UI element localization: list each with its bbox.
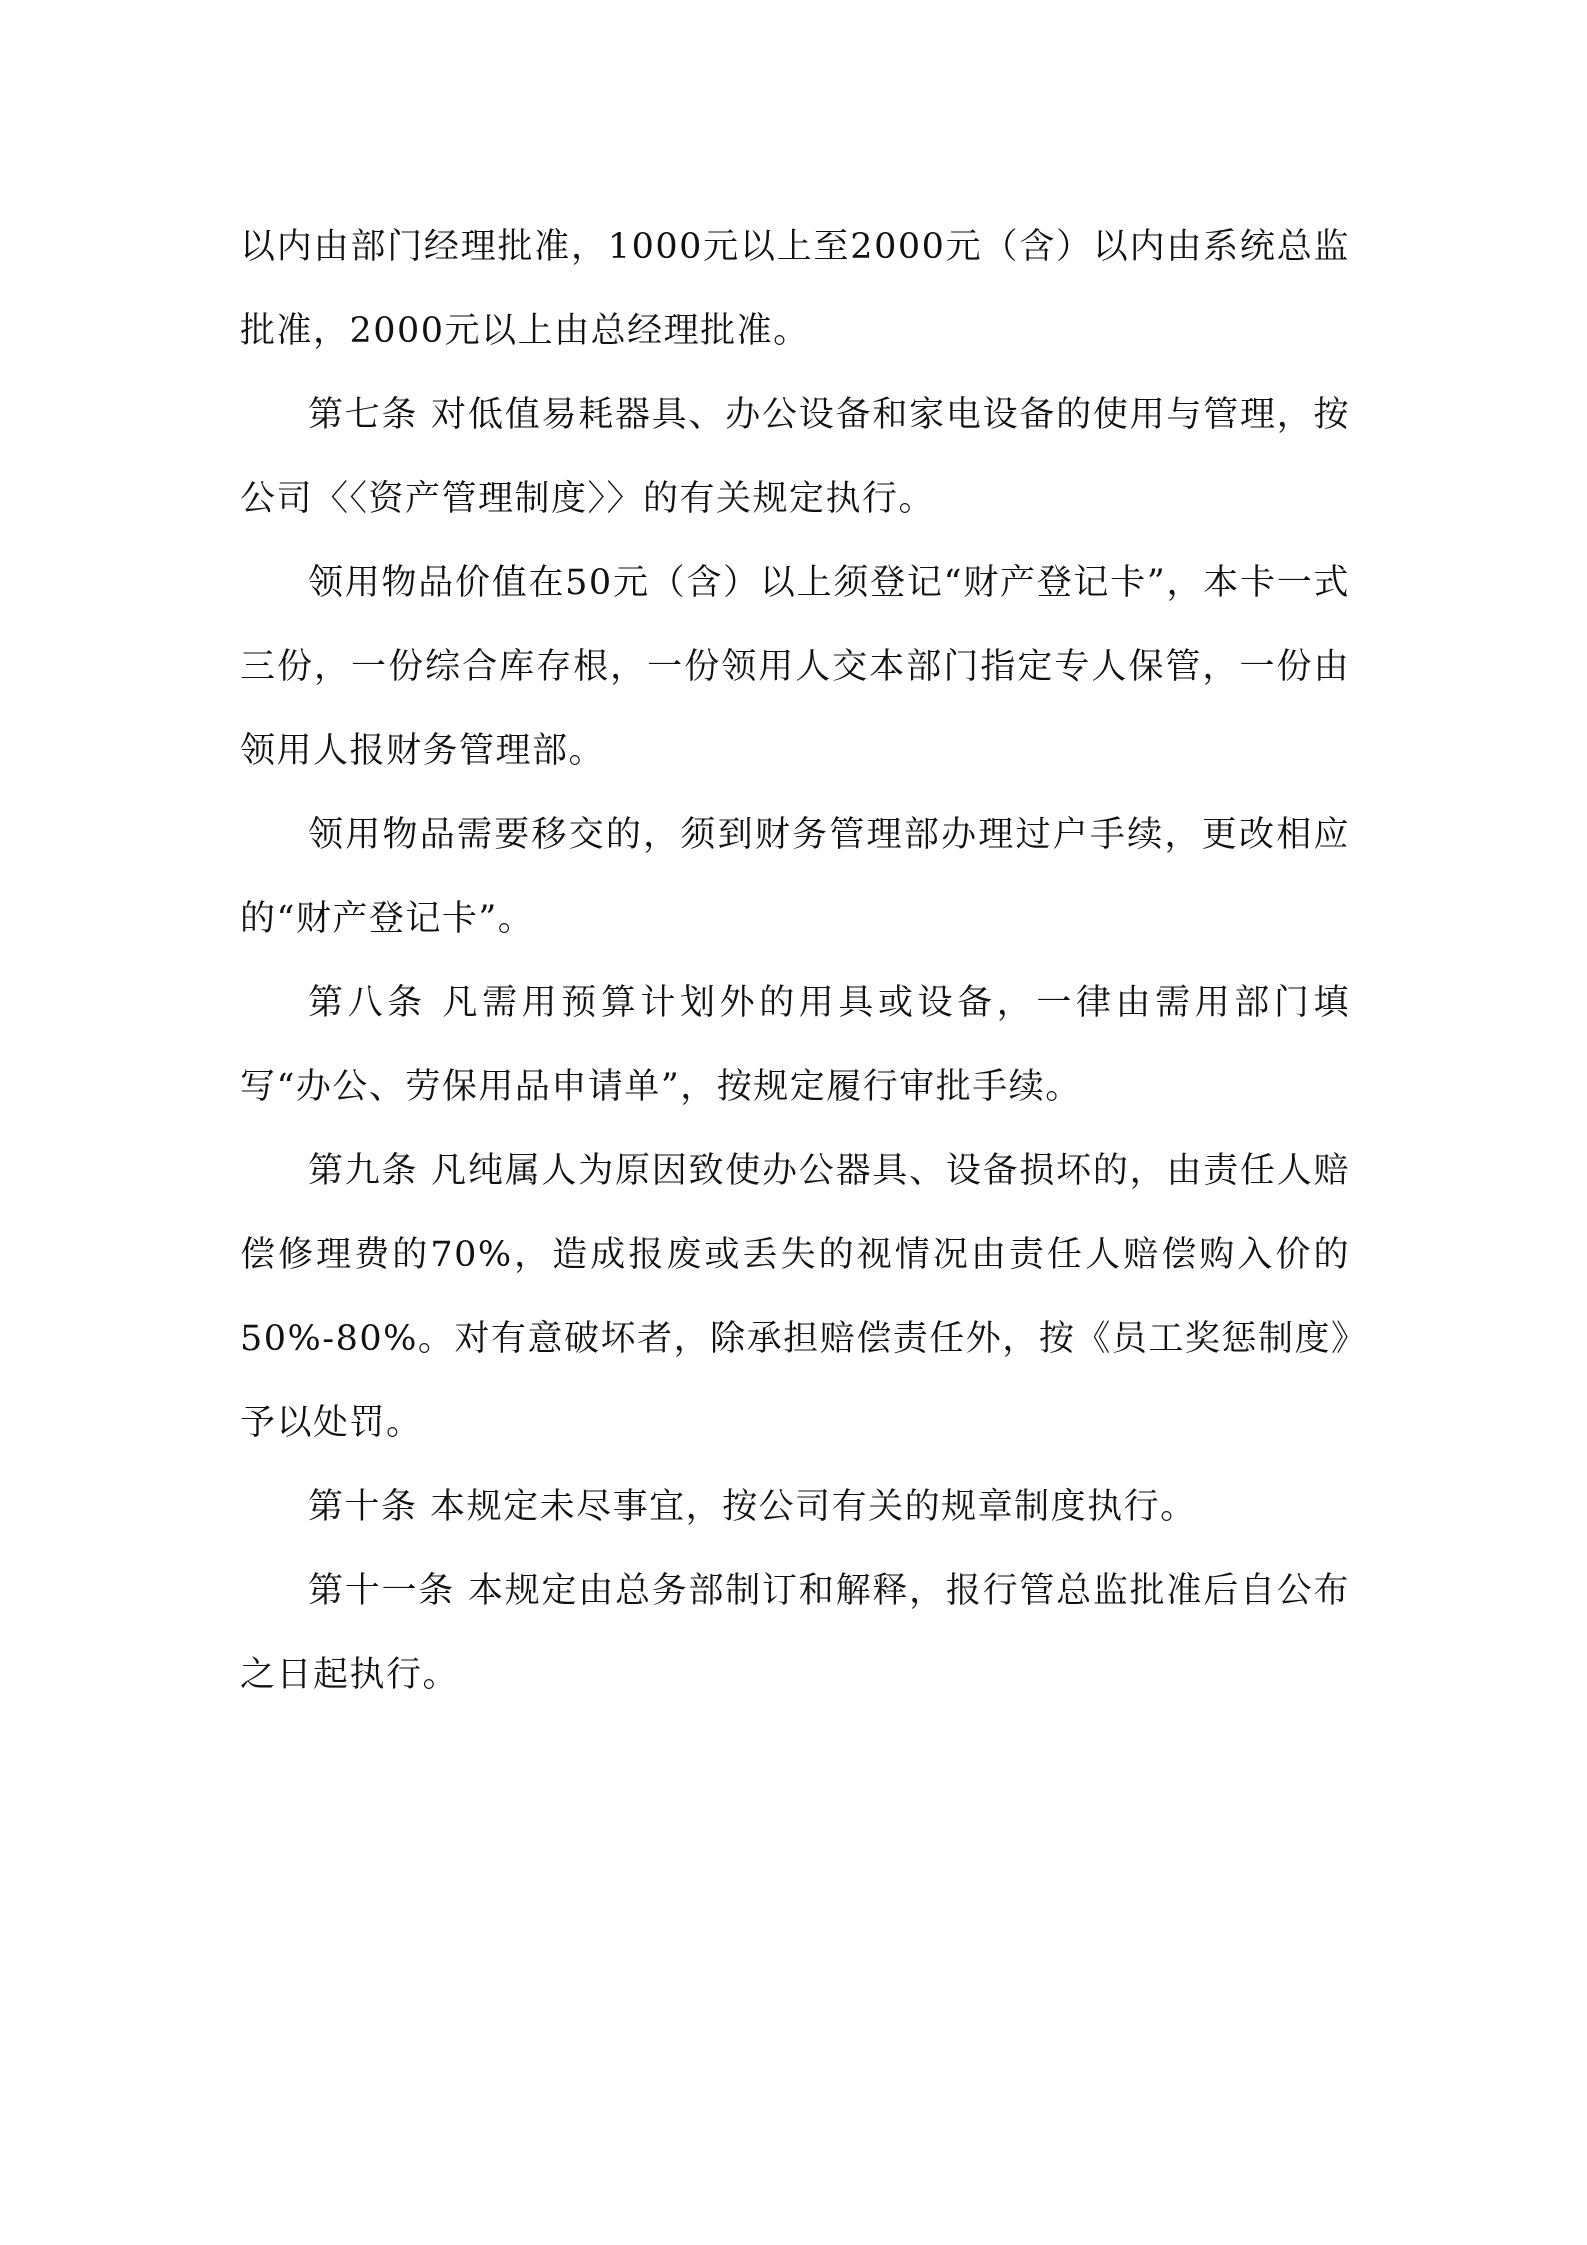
document-body (240, 205, 1350, 1717)
paragraph-approval-limits: 以内由部门经理批准，1000元以上至2000元（含）以内由系统总监批准，2000元以上由总经理批准。 (240, 227, 1350, 351)
paragraph-article-7: 第七条 对低值易耗器具、办公设备和家电设备的使用与管理，按公司〈〈资产管理制度〉〉的有关规定执行。 (240, 395, 1350, 519)
paragraph-article-11: 第十一条 本规定由总务部制订和解释，报行管总监批准后自公布之日起执行。 (240, 1571, 1350, 1695)
paragraph-article-10: 第十条 本规定未尽事宜，按公司有关的规章制度执行。 (308, 1487, 1197, 1527)
paragraph-article-9: 第九条 凡纯属人为原因致使办公器具、设备损坏的，由责任人赔偿修理费的70%，造成报废或丢失的视情况由责任人赔偿购入价的50%-80%。对有意破坏者，除承担赔偿责任外，按《员工奖惩制度》予以处罚。 (240, 1151, 1350, 1443)
paragraph-property-card: 领用物品价值在50元（含）以上须登记“财产登记卡”，本卡一式三份，一份综合库存根，一份领用人交本部门指定专人保管，一份由领用人报财务管理部。 (240, 563, 1350, 771)
paragraph-transfer: 领用物品需要移交的，须到财务管理部办理过户手续，更改相应的“财产登记卡”。 (240, 815, 1350, 939)
paragraph-article-8: 第八条 凡需用预算计划外的用具或设备，一律由需用部门填写“办公、劳保用品申请单”，按规定履行审批手续。 (240, 983, 1350, 1107)
